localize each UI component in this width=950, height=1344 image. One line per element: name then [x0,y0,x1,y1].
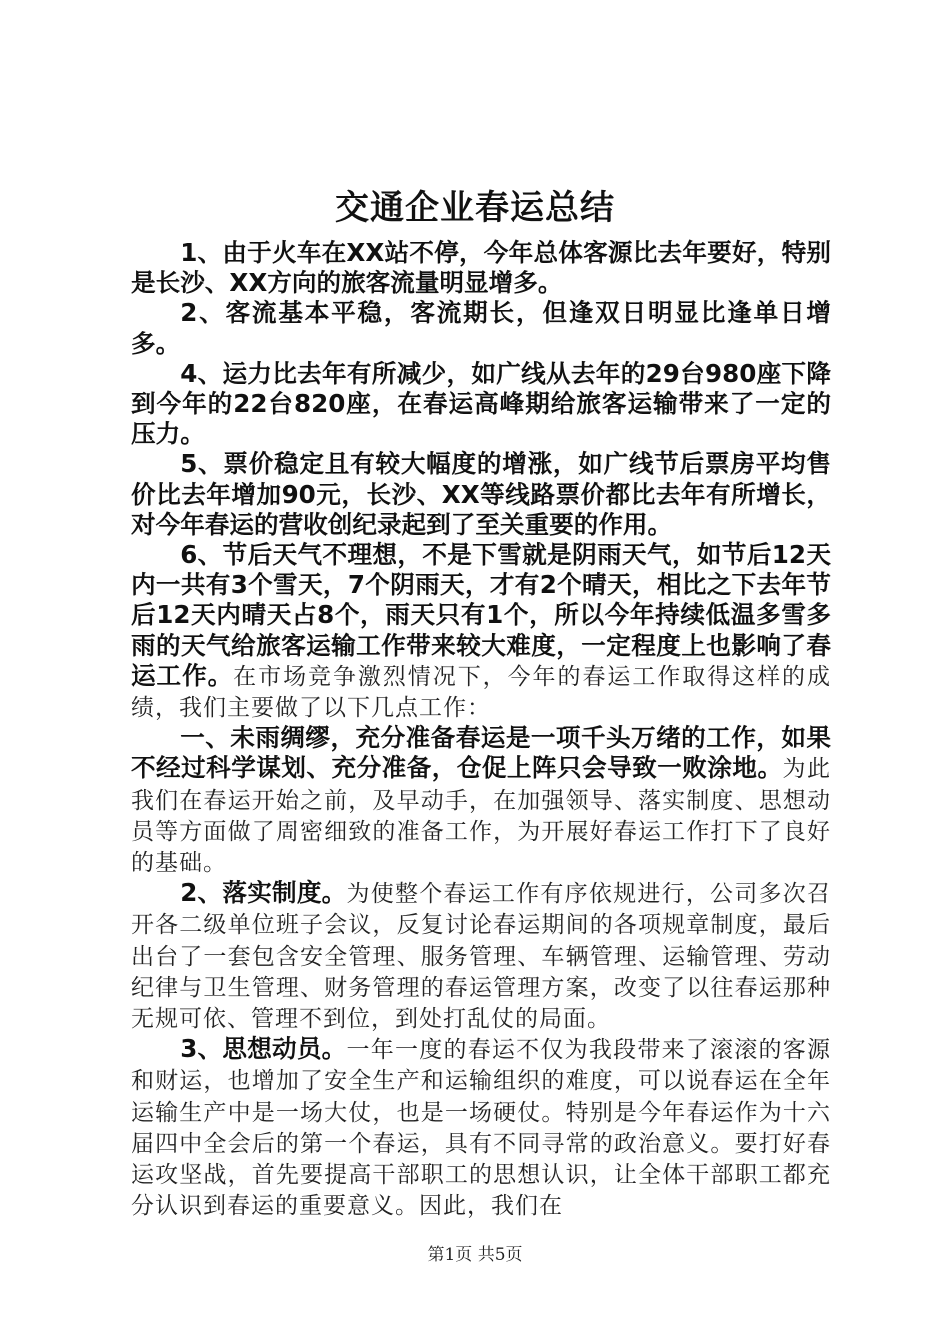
paragraph-1 [131,238,831,298]
paragraph-8-light: 一年一度的春运不仅为我段带来了滚滚的客源和财运，也增加了安全生产和运输组织的难度，可以说春运在全年运输生产中是一场大仗，也是一场硬仗。特别是今年春运作为十六届四中全会后的第一个春运，具有不同寻常的政治意义。要打好春运攻坚战，首先要提高干部职工的思想认识，让全体干部职工都充分认识到春运的重要意义。因此，我们在 [131,1037,831,1220]
paragraph-8 [131,1034,831,1221]
paragraph-6 [131,723,831,878]
paragraph-3 [131,359,831,450]
paragraph-8-bold: 3、思想动员。 [180,1034,347,1064]
paragraph-5 [131,540,831,723]
paragraph-6-bold: 一、未雨绸缪，充分准备春运是一项千头万绪的工作，如果不经过科学谋划、充分准备，仓促上阵只会导致一败涂地。 [131,723,831,783]
paragraph-7-bold: 2、落实制度。 [180,878,347,908]
paragraph-5-light: 在市场竞争激烈情况下，今年的春运工作取得这样的成绩，我们主要做了以下几点工作： [131,663,831,722]
paragraph-5-bold: 6、节后天气不理想，不是下雪就是阴雨天气，如节后12天内一共有3个雪天，7个阴雨天，才有2个晴天，相比之下去年节后12天内晴天占8个，雨天只有1个，所以今年持续低温多雪多雨的天气给旅客运输工作带来较大难度，一定程度上也影响了春运工作。 [131,540,831,690]
paragraph-1-text: 1、由于火车在XX站不停，今年总体客源比去年要好，特别是长沙、XX方向的旅客流量明显增多。 [131,238,831,298]
paragraph-2 [131,298,831,358]
paragraph-7 [131,878,831,1034]
paragraph-2-text: 2、客流基本平稳，客流期长，但逢双日明显比逢单日增多。 [131,298,831,358]
document-title: 交通企业春运总结 [335,188,615,228]
document-body [131,238,831,1222]
paragraph-7-light: 为使整个春运工作有序依规进行，公司多次召开各二级单位班子会议，反复讨论春运期间的各项规章制度，最后出台了一套包含安全管理、服务管理、车辆管理、运输管理、劳动纪律与卫生管理、财务管理的春运管理方案，改变了以往春运那种无规可依、管理不到位，到处打乱仗的局面。 [131,881,831,1033]
paragraph-4-text: 5、票价稳定且有较大幅度的增涨，如广线节后票房平均售价比去年增加90元，长沙、XX等线路票价都比去年有所增长，对今年春运的营收创纪录起到了至关重要的作用。 [131,449,831,539]
paragraph-3-text: 4、运力比去年有所减少，如广线从去年的29台980座下降到今年的22台820座，在春运高峰期给旅客运输带来了一定的压力。 [131,358,831,449]
page-footer: 第1页 共5页 [427,1245,523,1265]
paragraph-4 [131,449,831,540]
paragraph-6-light: 为此我们在春运开始之前，及早动手，在加强领导、落实制度、思想动员等方面做了周密细致的准备工作，为开展好春运工作打下了良好的基础。 [131,756,831,877]
